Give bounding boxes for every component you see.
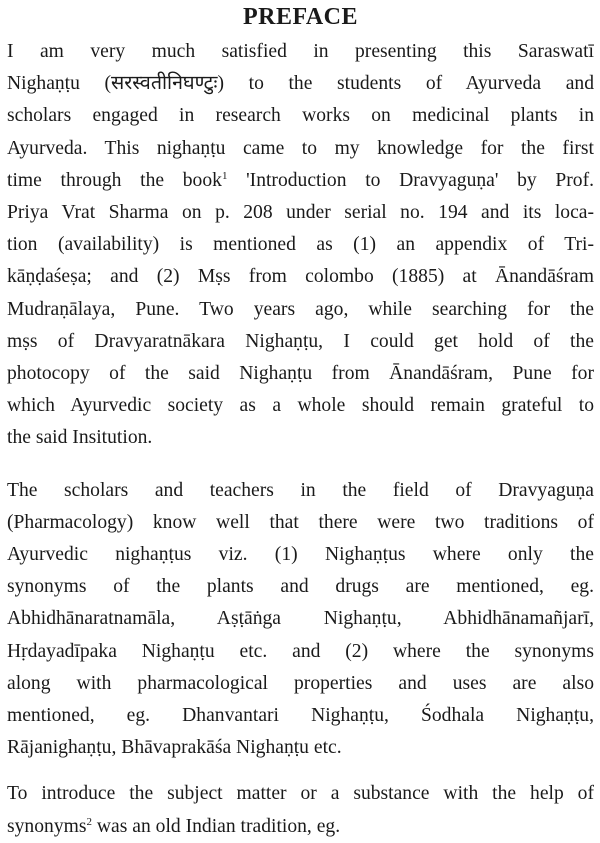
paragraph-spacer (7, 764, 594, 778)
text-line: I am very much satisfied in presenting this Saraswatī (7, 41, 594, 62)
text-line: scholars engaged in research works on medicinal plants in (7, 105, 594, 127)
text-line: synonyms of the plants and drugs are mentioned, eg. (7, 576, 594, 598)
text-line: photocopy of the said Nighaṇṭu from Ānandāśram, Pune for (7, 363, 594, 385)
paragraph-introduction (7, 36, 594, 455)
text-line: which Ayurvedic society as a whole should remain grateful to (7, 395, 594, 417)
text-line: (Pharmacology) know well that there were two traditions of (7, 511, 594, 533)
paragraph-spacer (7, 455, 594, 475)
text-line: Priya Vrat Sharma on p. 208 under serial no. 194 and its loca- (7, 202, 594, 224)
paragraph-traditions (7, 475, 594, 765)
text-line: Nighaṇṭu (सरस्वतीनिघण्टुः) to the students of Ayurveda and (7, 73, 594, 95)
text-line: the said Insitution. (7, 427, 153, 449)
text-line: along with pharmacological properties and uses are also (7, 672, 594, 694)
text-line: Abhidhānaratnamāla, Aṣṭāṅga Nighaṇṭu, Abhidhānamañjarī, (7, 608, 594, 630)
text-line: synonyms$^2$ was an old Indian tradition, eg. (7, 815, 341, 837)
text-line: tion (availability) is mentioned as (1) an appendix of Tri- (7, 234, 594, 256)
footnote-marker: 1 (221, 169, 228, 182)
footnote-marker: 2 (86, 815, 92, 828)
text-line: Mudraṇālaya, Pune. Two years ago, while searching for the (7, 298, 594, 320)
text-line: Hṛdayadīpaka Nighaṇṭu etc. and (2) where the synonyms (7, 640, 594, 662)
text-line: kāṇḍaśeṣa; and (2) Mṣs from colombo (1885) at Ānandāśram (7, 266, 594, 288)
text-line: mentioned, eg. Dhanvantari Nighaṇṭu, Śodhala Nighaṇṭu, (7, 705, 594, 727)
preface-title: PREFACE (242, 4, 359, 30)
text-line: Rājanighaṇṭu, Bhāvaprakāśa Nighaṇṭu etc. (7, 737, 342, 759)
text-line: The scholars and teachers in the field of Dravyaguṇa (7, 479, 594, 501)
text-line: Ayurveda. This nighaṇṭu came to my knowledge for the first (7, 137, 594, 159)
text-line: Ayurvedic nighaṇṭus viz. (1) Nighaṇṭus where only the (7, 544, 594, 566)
text-line: To introduce the subject matter or a substance with the help of (7, 783, 594, 805)
paragraph-synonyms (7, 778, 594, 842)
text-line: mṣs of Dravyaratnākara Nighaṇṭu, I could get hold of the (7, 330, 594, 352)
text-line: time through the book$^1$ 'Introduction to Dravyaguṇa' by Prof. (7, 169, 594, 191)
